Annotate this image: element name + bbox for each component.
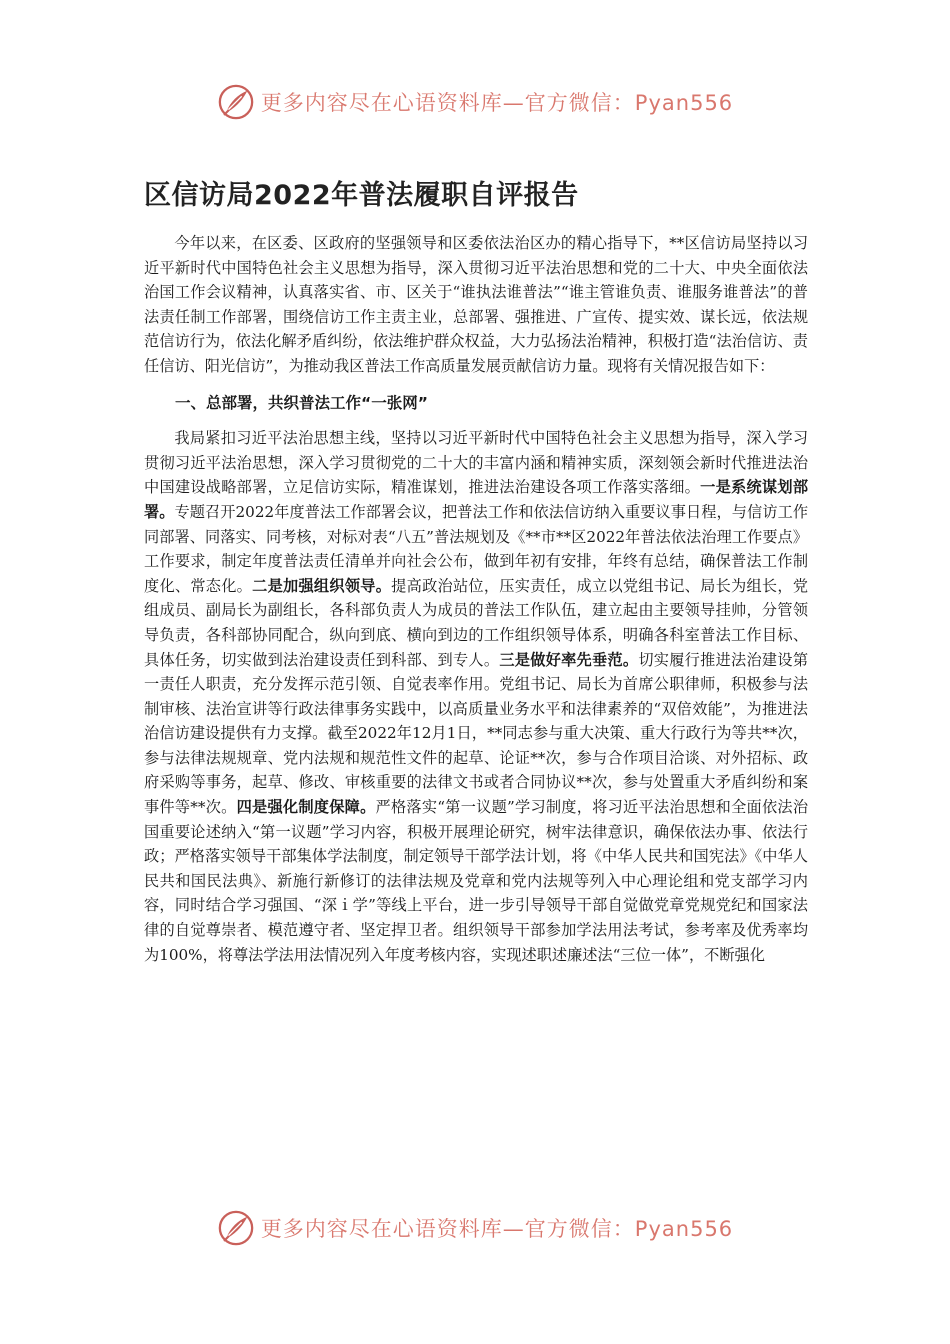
point-title: 一是系统谋划部署。 xyxy=(144,478,809,521)
intro-paragraph: 今年以来，在区委、区政府的坚强领导和区委依法治区办的精心指导下，**区信访局坚持以习近平新时代中国特色社会主义思想为指导，深入贯彻习近平法治思想和党的二十大、中央全面依法治国工作会议精神，认真落实省、市、区关于“谁执法谁普法”“谁主管谁负责、谁服务谁普法”的普法责任制工作部署，围绕信访工作主责主业，总部署、强推进、广宣传、提实效、谋长远，依法规范信访行为，依法化解矛盾纠纷，依法维护群众权益，大力弘扬法治精神，积极打造“法治信访、责任信访、阳光信访”，为推动我区普法工作高质量发展贡献信访力量。现将有关情况报告如下： xyxy=(144,234,808,375)
header-banner xyxy=(0,82,950,122)
point-title: 三是做好率先垂范。 xyxy=(499,650,639,669)
section-paragraph xyxy=(144,426,808,967)
point-text: 严格落实“第一议题”学习制度，将习近平法治思想和全面依法治国重要论述纳入“第一议题”学习内容，积极开展理论研究，树牢法律意识，确保依法办事、依法行政；严格落实领导干部集体学法制度，制定领导干部学法计划，将《中华人民共和国宪法》《中华人民共和国民法典》、新施行新修订的法律法规及党章和党内法规等列入中心理论组和党支部学习内容，同时结合学习强国、“深ｉ学”等线上平台，进一步引导领导干部自觉做党章党规党纪和国家法律的自觉尊崇者、模范遵守者、坚定捍卫者。组织领导干部参加学法用法考试，参考率及优秀率均为100%，将尊法学法用法情况列入年度考核内容，实现述职述廉述法“三位一体”，不断强化 xyxy=(144,798,809,964)
document-title: 区信访局2022年普法履职自评报告 xyxy=(144,180,579,211)
point-text: 专题召开2022年度普法工作部署会议，把普法工作和依法信访纳入重要议事日程，与信访工作同部署、同落实、同考核，对标对表“八五”普法规划及《**市**区2022年普法依法治理工作要点》工作要求，制定年度普法责任清单并向社会公布，做到年初有安排，年终有总结，确保普法工作制度化、常态化。 xyxy=(144,502,809,595)
banner-text: 更多内容尽在心语资料库—官方微信：Pyan556 xyxy=(260,91,734,115)
document-body xyxy=(144,231,808,967)
pen-feather-logo-icon xyxy=(217,83,255,121)
paragraph-lead: 我局紧扣习近平法治思想主线，坚持以习近平新时代中国特色社会主义思想为指导，深入学习贯彻习近平法治思想，深入学习贯彻党的二十大的丰富内涵和精神实质，深刻领会新时代推进法治中国建设战略部署，立足信访实际，精准谋划，推进法治建设各项工作落实落细。 xyxy=(144,429,808,497)
point-title: 四是强化制度保障。 xyxy=(236,798,376,817)
point-text: 提高政治站位，压实责任，成立以党组书记、局长为组长，党组成员、副局长为副组长，各科部负责人为成员的普法工作队伍，建立起由主要领导挂帅，分管领导负责，各科部协同配合，纵向到底、横向到边的工作组织领导体系，明确各科室普法工作目标、具体任务，切实做到法治建设责任到科部、到专人。 xyxy=(144,576,809,669)
section-heading: 一、总部署，共织普法工作“一张网” xyxy=(175,393,428,412)
banner-text: 更多内容尽在心语资料库—官方微信：Pyan556 xyxy=(260,1217,734,1241)
footer-banner xyxy=(0,1208,950,1248)
point-title: 二是加强组织领导。 xyxy=(252,576,392,595)
point-text: 切实履行推进法治建设第一责任人职责，充分发挥示范引领、自觉表率作用。党组书记、局长为首席公职律师，积极参与法制审核、法治宣讲等行政法律事务实践中，以高质量业务水平和法律素养的“双倍效能”，为推进法治信访建设提供有力支撑。截至2022年12月1日，**同志参与重大决策、重大行政行为等共**次，参与法律法规规章、党内法规和规范性文件的起草、论证**次，参与合作项目洽谈、对外招标、政府采购等事务，起草、修改、审核重要的法律文书或者合同协议**次，参与处置重大矛盾纠纷和案事件等**次。 xyxy=(144,650,809,817)
pen-feather-logo-icon xyxy=(217,1209,255,1247)
